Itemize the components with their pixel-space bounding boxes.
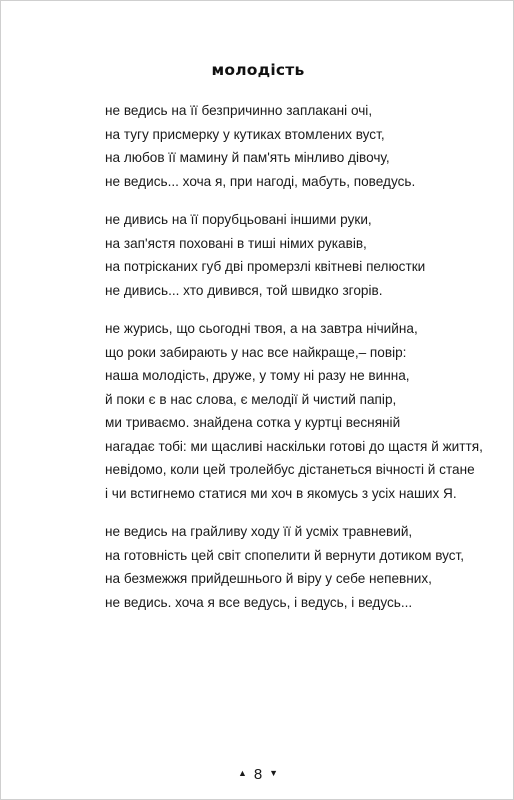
poem-line: не дивись на її порубцьовані іншими руки, — [105, 212, 372, 227]
poem-line: не дивись... хто дивився, той швидко згорів. — [105, 282, 383, 298]
stanza-3 — [105, 317, 483, 505]
poem-line: на потрісканих губ дві промерзлі квітневі пелюстки — [105, 259, 426, 274]
poem-line: не журись, що сьогодні твоя, а на завтра нічийна, — [105, 321, 418, 336]
poem-line: наша молодість, друже, у тому ні разу не винна, — [105, 368, 410, 383]
poem-line: не ведись... хоча я, при нагоді, мабуть, поведусь. — [105, 173, 416, 189]
poem-line: ми триваємо. знайдена сотка у куртці весняній — [105, 415, 401, 430]
triangle-down-icon: ▼ — [269, 768, 278, 779]
poem-line: невідомо, коли цей тролейбус дістанеться вічності й стане — [105, 462, 475, 477]
stanza-1 — [105, 99, 465, 193]
poem-line: на тугу присмерку у кутиках втомлених вуст, — [105, 126, 385, 142]
poem-line: на любов її мамину й пам'ять мінливо дівочу, — [105, 150, 390, 165]
page-number: 8 — [253, 765, 263, 783]
poem-line: й поки є в нас слова, є мелодії й чистий папір, — [105, 391, 397, 407]
poem-line: і чи встигнемо статися ми хоч в якомусь з усіх наших Я. — [105, 485, 457, 501]
poem-line: на готовність цей світ спопелити й вернути дотиком вуст, — [105, 547, 465, 563]
poem-line: нагадає тобі: ми щасливі наскільки готові до щастя й життя, — [105, 438, 483, 454]
poem-title: молодість — [211, 61, 305, 79]
triangle-up-icon: ▲ — [238, 768, 247, 779]
poem-line: на зап'ястя поховані в тиші німих рукавів, — [105, 235, 367, 251]
stanza-2 — [105, 208, 465, 302]
poem-line: не ведись на грайливу ходу її й усміх травневий, — [105, 524, 413, 539]
poem-body — [105, 99, 483, 629]
poem-line: не ведись на її безпричинно заплакані очі, — [105, 103, 373, 118]
poem-line: на безмежжя прийдешнього й віру у себе непевних, — [105, 571, 432, 586]
stanza-4 — [105, 520, 465, 614]
page-footer — [1, 765, 514, 783]
poem-line: не ведись. хоча я все ведусь, і ведусь, і ведусь... — [105, 594, 413, 610]
poem-line: що роки забирають у нас все найкраще,– повір: — [105, 344, 407, 360]
